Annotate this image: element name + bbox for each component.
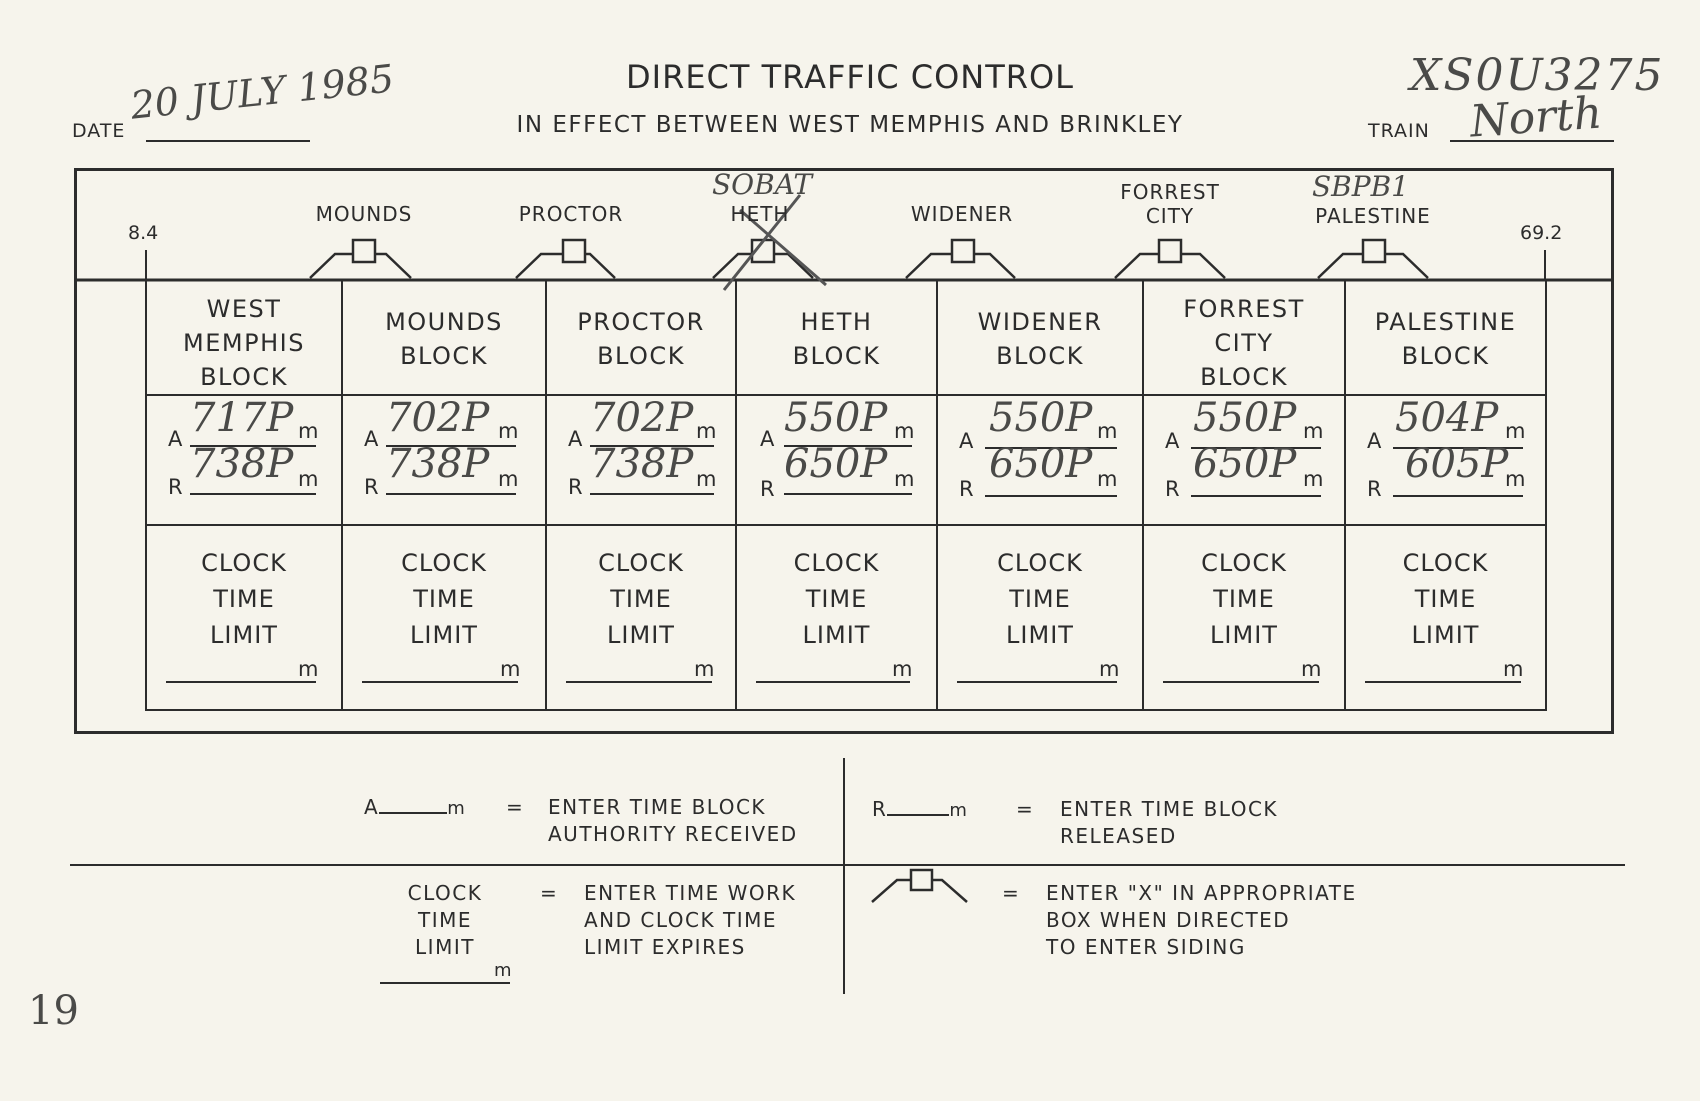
a-label: A	[760, 427, 775, 451]
a-time[interactable]: 550P	[784, 395, 888, 441]
clock-line1: CLOCK	[401, 549, 487, 577]
clock-line1: CLOCK	[201, 549, 287, 577]
block-name-forrest-city: FORREST CITY BLOCK	[1183, 295, 1305, 391]
station-mounds: MOUNDS	[315, 202, 413, 226]
r-label: R	[1165, 477, 1180, 501]
clock-line2: TIME	[610, 585, 672, 613]
clock-line3: LIMIT	[1210, 621, 1278, 649]
a-time[interactable]: 550P	[989, 395, 1093, 441]
r-label: R	[168, 475, 183, 499]
legend-a-desc: ENTER TIME BLOCK AUTHORITY RECEIVED	[548, 795, 798, 846]
legend-clock-symbol: CLOCK TIME LIMIT	[407, 881, 483, 959]
clock-line3: LIMIT	[802, 621, 871, 649]
legend-r-symbol: R m	[872, 797, 969, 821]
legend-clock-eq: =	[540, 881, 559, 905]
form-subtitle: IN EFFECT BETWEEN WEST MEMPHIS AND BRINKLEY	[516, 112, 1184, 138]
date-value[interactable]: 20 JULY 1985	[128, 56, 396, 128]
r-label: R	[959, 477, 974, 501]
r-time[interactable]: 738P	[590, 441, 694, 487]
clock-line2: TIME	[1213, 585, 1275, 613]
train-number: XS0U3275	[1410, 50, 1665, 101]
a-label: A	[168, 427, 183, 451]
train-value[interactable]: North	[1468, 87, 1604, 148]
block-name-widener: WIDENER BLOCK	[977, 308, 1103, 370]
clock-m: m	[1503, 657, 1524, 681]
clock-line3: LIMIT	[607, 621, 675, 649]
r-m: m	[894, 467, 915, 491]
block-name-proctor: PROCTOR BLOCK	[577, 308, 705, 370]
clock-line1: CLOCK	[997, 549, 1083, 577]
r-label: R	[364, 475, 379, 499]
a-time[interactable]: 504P	[1395, 395, 1499, 441]
r-time[interactable]: 650P	[784, 441, 888, 487]
a-time[interactable]: 550P	[1193, 395, 1297, 441]
a-label: A	[1367, 429, 1382, 453]
legend-a-eq: =	[506, 795, 525, 819]
a-label: A	[568, 427, 583, 451]
legend-r-eq: =	[1016, 797, 1035, 821]
r-time[interactable]: 605P	[1405, 441, 1509, 487]
r-time[interactable]: 738P	[190, 441, 294, 487]
station-widener: WIDENER	[910, 202, 1014, 226]
r-time[interactable]: 738P	[386, 441, 490, 487]
block-name-heth: HETH BLOCK	[792, 308, 881, 370]
clock-line3: LIMIT	[1006, 621, 1074, 649]
station-heth: HETH	[730, 202, 790, 226]
date-label: DATE	[72, 120, 126, 142]
legend-siding-desc: ENTER "X" IN APPROPRIATE BOX WHEN DIRECTED TO ENTER SIDING	[1046, 881, 1357, 959]
r-label: R	[760, 477, 775, 501]
r-m: m	[1505, 467, 1526, 491]
a-m: m	[498, 419, 519, 443]
r-time[interactable]: 650P	[989, 441, 1093, 487]
clock-line3: LIMIT	[210, 621, 278, 649]
a-m: m	[1303, 419, 1324, 443]
a-time[interactable]: 702P	[590, 395, 694, 441]
legend-clock-desc: ENTER TIME WORK AND CLOCK TIME LIMIT EXPIRES	[584, 881, 797, 959]
heth-annotation: SOBAT	[712, 168, 813, 201]
station-forrest-city: FORREST CITY	[1120, 180, 1220, 228]
clock-m: m	[694, 657, 715, 681]
block-name-palestine: PALESTINE BLOCK	[1374, 308, 1517, 370]
clock-line2: TIME	[1009, 585, 1071, 613]
a-m: m	[696, 419, 717, 443]
block-name-west-memphis: WEST MEMPHIS BLOCK	[183, 295, 305, 391]
station-proctor: PROCTOR	[518, 202, 624, 226]
a-m: m	[894, 419, 915, 443]
clock-line3: LIMIT	[1411, 621, 1480, 649]
legend-siding-eq: =	[1002, 881, 1021, 905]
clock-line3: LIMIT	[410, 621, 478, 649]
station-palestine: PALESTINE	[1315, 204, 1431, 228]
end-mile: 69.2	[1520, 222, 1563, 244]
clock-line1: CLOCK	[1201, 549, 1287, 577]
clock-m: m	[298, 657, 319, 681]
r-m: m	[298, 467, 319, 491]
clock-line1: CLOCK	[1402, 549, 1489, 577]
train-label: TRAIN	[1368, 120, 1430, 142]
start-mile: 8.4	[128, 222, 159, 244]
legend-r-desc: ENTER TIME BLOCK RELEASED	[1060, 797, 1279, 848]
a-label: A	[364, 427, 379, 451]
a-m: m	[298, 419, 319, 443]
block-name-mounds: MOUNDS BLOCK	[385, 308, 503, 370]
legend-clock-m: m	[494, 960, 512, 981]
r-label: R	[1367, 477, 1382, 501]
a-time[interactable]: 717P	[190, 395, 294, 441]
clock-m: m	[1301, 657, 1322, 681]
page-number: 19	[28, 988, 79, 1034]
clock-m: m	[500, 657, 521, 681]
clock-line2: TIME	[805, 585, 868, 613]
legend-a-symbol: A m	[364, 795, 467, 819]
r-m: m	[1303, 467, 1324, 491]
r-label: R	[568, 475, 583, 499]
clock-line2: TIME	[1414, 585, 1477, 613]
clock-line2: TIME	[413, 585, 475, 613]
clock-m: m	[1099, 657, 1120, 681]
r-time[interactable]: 650P	[1193, 441, 1297, 487]
clock-m: m	[892, 657, 913, 681]
r-m: m	[498, 467, 519, 491]
palestine-annotation: SBPB1	[1312, 170, 1409, 203]
clock-line2: TIME	[213, 585, 275, 613]
a-time[interactable]: 702P	[386, 395, 490, 441]
a-label: A	[959, 429, 974, 453]
clock-line1: CLOCK	[793, 549, 880, 577]
form-title: DIRECT TRAFFIC CONTROL	[626, 58, 1074, 96]
a-m: m	[1097, 419, 1118, 443]
a-m: m	[1505, 419, 1526, 443]
clock-line1: CLOCK	[598, 549, 684, 577]
a-label: A	[1165, 429, 1180, 453]
r-m: m	[696, 467, 717, 491]
r-m: m	[1097, 467, 1118, 491]
